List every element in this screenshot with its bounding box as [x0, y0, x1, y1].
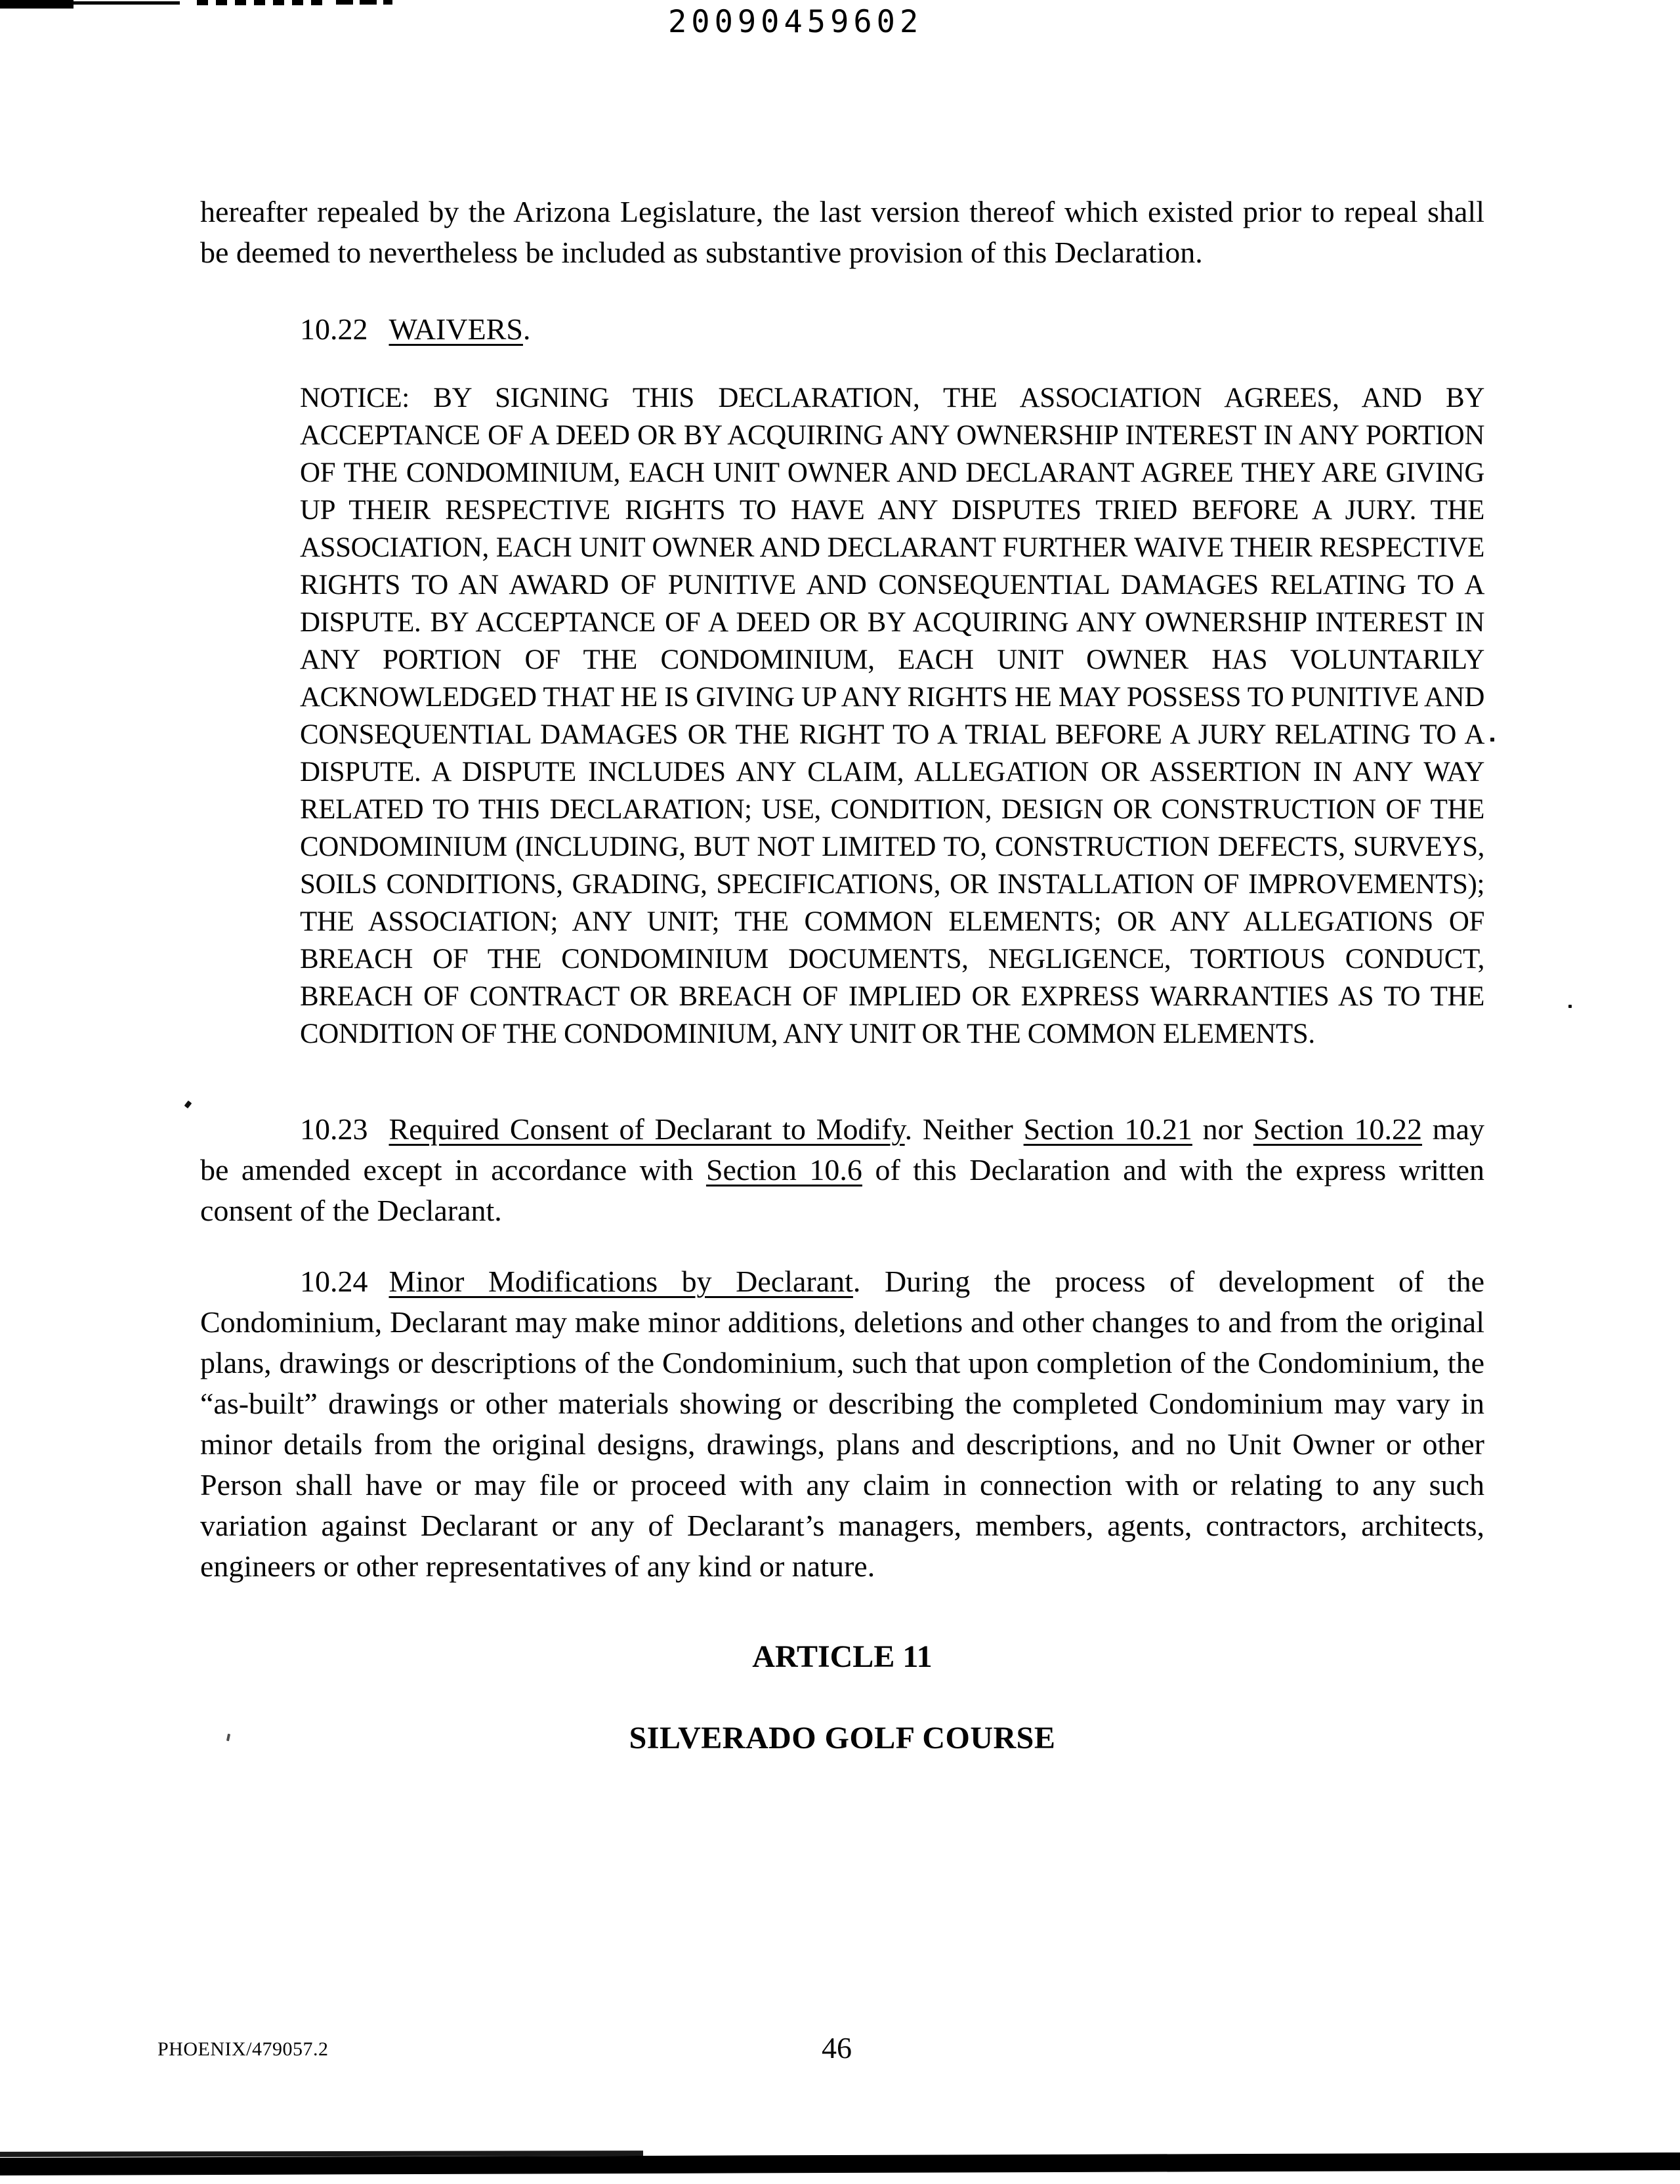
section-10-23-text-1: . Neither [904, 1112, 1024, 1146]
section-10-22-number: 10.22 [300, 312, 368, 346]
article-11-subheading: SILVERADO GOLF COURSE [629, 1721, 1056, 1755]
article-11-heading: ARTICLE 11 [752, 1639, 933, 1674]
section-10-24-paragraph [200, 1261, 1484, 1587]
scan-artifact-top-dashes [197, 0, 328, 5]
section-10-23-title: Required Consent of Declarant to Modify [388, 1112, 905, 1146]
intro-paragraph: hereafter repealed by the Arizona Legislature, the last version thereof which existed prior to repeal shall be deemed to nevertheless be included as substantive provision of this Declaration. [200, 195, 1484, 269]
section-10-23-text-4: of this Declaration and with the express written consent of the Declarant. [200, 1153, 1484, 1227]
section-ref-10-6: Section 10.6 [705, 1153, 862, 1186]
scan-artifact-bottom-bar-edge [0, 2151, 643, 2157]
notice-paragraph: NOTICE: BY SIGNING THIS DECLARATION, THE ASSOCIATION AGREES, AND BY ACCEPTANCE OF A DEED OR BY ACQUIRING ANY OWNERSHIP INTEREST IN ANY PORTION OF THE CONDOMINIUM, EACH UNIT OWNER AND DECLARANT AGREE THEY ARE GIVING UP THEIR RESPECTIVE RIGHTS TO HAVE ANY DISPUTES TRIED BEFORE A JURY. THE ASSOCIATION, EACH UNIT OWNER AND DECLARANT FURTHER WAIVE THEIR RESPECTIVE RIGHTS TO AN AWARD OF PUNITIVE AND CONSEQUENTIAL DAMAGES RELATING TO A DISPUTE. BY ACCEPTANCE OF A DEED OR BY ACQUIRING ANY OWNERSHIP INTEREST IN ANY PORTION OF THE CONDOMINIUM, EACH UNIT OWNER HAS VOLUNTARILY ACKNOWLEDGED THAT HE IS GIVING UP ANY RIGHTS HE MAY POSSESS TO PUNITIVE AND CONSEQUENTIAL DAMAGES OR THE RIGHT TO A TRIAL BEFORE A JURY RELATING TO A DISPUTE. A DISPUTE INCLUDES ANY CLAIM, ALLEGATION OR ASSERTION IN ANY WAY RELATED TO THIS DECLARATION; USE, CONDITION, DESIGN OR CONSTRUCTION OF THE CONDOMINIUM (INCLUDING, BUT NOT LIMITED TO, CONSTRUCTION DEFECTS, SURVEYS, SOILS CONDITIONS, GRADING, SPECIFICATIONS, OR INSTALLATION OF IMPROVEMENTS); THE ASSOCIATION; ANY UNIT; THE COMMON ELEMENTS; OR ANY ALLEGATIONS OF BREACH OF THE CONDOMINIUM DOCUMENTS, NEGLIGENCE, TORTIOUS CONDUCT, BREACH OF CONTRACT OR BREACH OF IMPLIED OR EXPRESS WARRANTIES AS TO THE CONDITION OF THE CONDOMINIUM, ANY UNIT OR THE COMMON ELEMENTS. [300, 383, 1484, 1049]
scan-artifact-top-thin-line [70, 1, 180, 5]
section-10-24-text: . During the process of development of the Condominium, Declarant may make minor additions, deletions and other changes to and from the original plans, drawings or descriptions of the Condominium, such that upon completion of the Condominium, the “as-built” drawings or other materials showing or describing the completed Condominium may vary in minor details from the original designs, drawings, plans and descriptions, and no Unit Owner or other Person shall have or may file or proceed with any claim in connection with or relating to any such variation against Declarant or any of Declarant’s managers, members, agents, contractors, architects, engineers or other representatives of any kind or nature. [200, 1265, 1484, 1583]
scan-artifact-top-dashes-2 [336, 0, 392, 5]
section-ref-10-22: Section 10.22 [1253, 1112, 1423, 1146]
section-ref-10-21: Section 10.21 [1023, 1112, 1192, 1146]
scan-artifact-speck [184, 1101, 192, 1108]
section-10-22-heading [200, 310, 1484, 349]
section-10-23-text-3: may be amended except in accordance with [200, 1112, 1485, 1186]
section-10-24-title: Minor Modifications by Declarant [388, 1265, 853, 1298]
section-10-22-title: WAIVERS [388, 312, 523, 346]
section-10-22-period: . [522, 312, 531, 346]
page-number: 46 [822, 2031, 852, 2065]
section-10-23-text-2: nor [1192, 1112, 1253, 1146]
recording-number: 20090459602 [668, 4, 923, 40]
scan-artifact-speck [1568, 1005, 1572, 1008]
footer-file-reference: PHOENIX/479057.2 [158, 2038, 329, 2060]
section-10-24-number: 10.24 [300, 1265, 368, 1298]
scan-artifact-speck [1490, 738, 1494, 742]
scan-artifact-top-left-bar [0, 0, 74, 9]
document-body [200, 192, 1484, 1757]
section-10-23-number: 10.23 [300, 1112, 368, 1146]
section-10-23-paragraph [200, 1109, 1484, 1231]
